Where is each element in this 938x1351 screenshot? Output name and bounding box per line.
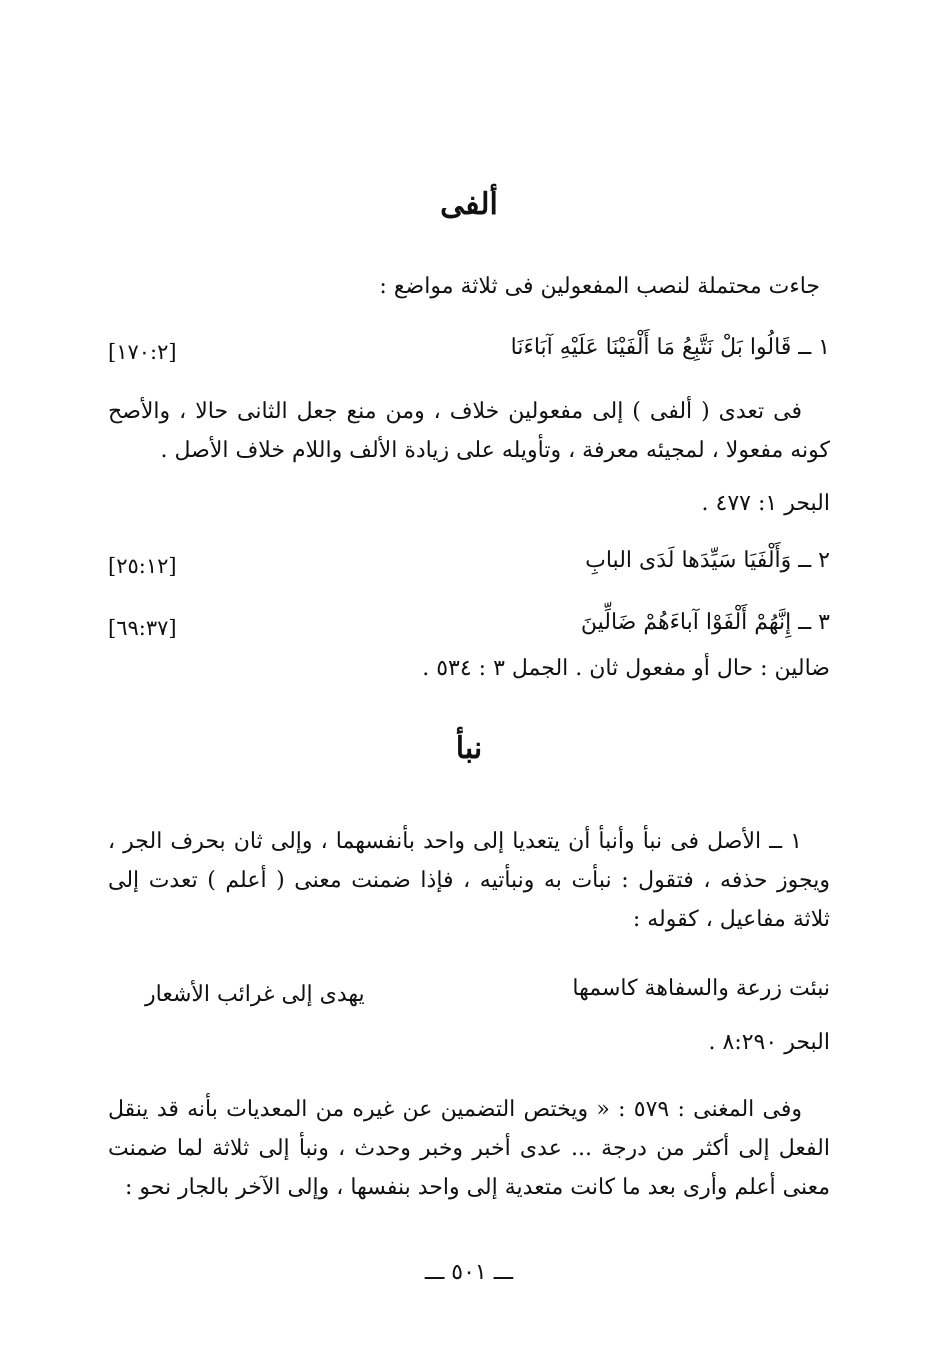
page-number: ـــ ٥٠١ ـــ (424, 1260, 514, 1285)
naba-paragraph: ١ ــ الأصل فى نبأ وأنبأ أن يتعديا إلى واحد بأنفسهما ، وإلى ثان بحرف الجر ، ويجوز حذفه ، فتقول : نبأت به ونبأتيه ، فإذا ضمنت معنى ( أعلم ) تعدت إلى ثلاثة مفاعيل ، كقوله : (108, 829, 830, 932)
poetry-first-hemistich: نبئت زرعة والسفاهة كاسمها (572, 976, 830, 1001)
quran-verse-3: ٣ ــ إِنَّهُمْ أَلْفَوْا آباءَهُمْ ضَالِّينَ (580, 610, 830, 635)
quran-verse-1: ١ ــ قَالُوا بَلْ نَتَّبِعُ مَا أَلْفَيْنَا عَلَيْهِ آبَاءَنَا (510, 335, 830, 360)
entry-title-alfa: ألفى (440, 187, 498, 222)
verse-reference-1: [١٧٠:٢] (108, 340, 177, 364)
source-citation-2: البحر ٨:٢٩٠ . (708, 1030, 830, 1055)
verse-reference-3: [٦٩:٣٧] (108, 616, 177, 640)
source-citation-1: البحر ١: ٤٧٧ . (701, 491, 830, 516)
verse-reference-2: [٢٥:١٢] (108, 554, 177, 578)
quran-verse-2: ٢ ــ وَأَلْفَيَا سَيِّدَها لَدَى البابِ (585, 548, 830, 573)
entry-title-naba: نبأ (455, 731, 483, 766)
commentary-paragraph: فى تعدى ( ألفى ) إلى مفعولين خلاف ، ومن منع جعل الثانى حالا ، والأصح كونه مفعولا ، لمجيئه معرفة ، وتأويله على زيادة الألف واللام خلاف الأصل . (108, 399, 830, 463)
poetry-second-hemistich: يهدى إلى غرائب الأشعار (145, 982, 365, 1007)
entry-intro: جاءت محتملة لنصب المفعولين فى ثلاثة مواضع : (379, 274, 820, 299)
grammar-note: ضالين : حال أو مفعول ثان . الجمل ٣ : ٥٣٤ . (422, 656, 830, 681)
mughni-quote-paragraph: وفى المغنى : ٥٧٩ : « ويختص التضمين عن غيره من المعديات بأنه قد ينقل الفعل إلى أكثر من درجة ... عدى أخبر وخبر وحدث ، ونبأ إلى ثلاثة لما ضمنت معنى أعلم وأرى بعد ما كانت متعدية إلى واحد بنفسها ، وإلى الآخر بالجار نحو : (108, 1097, 830, 1200)
